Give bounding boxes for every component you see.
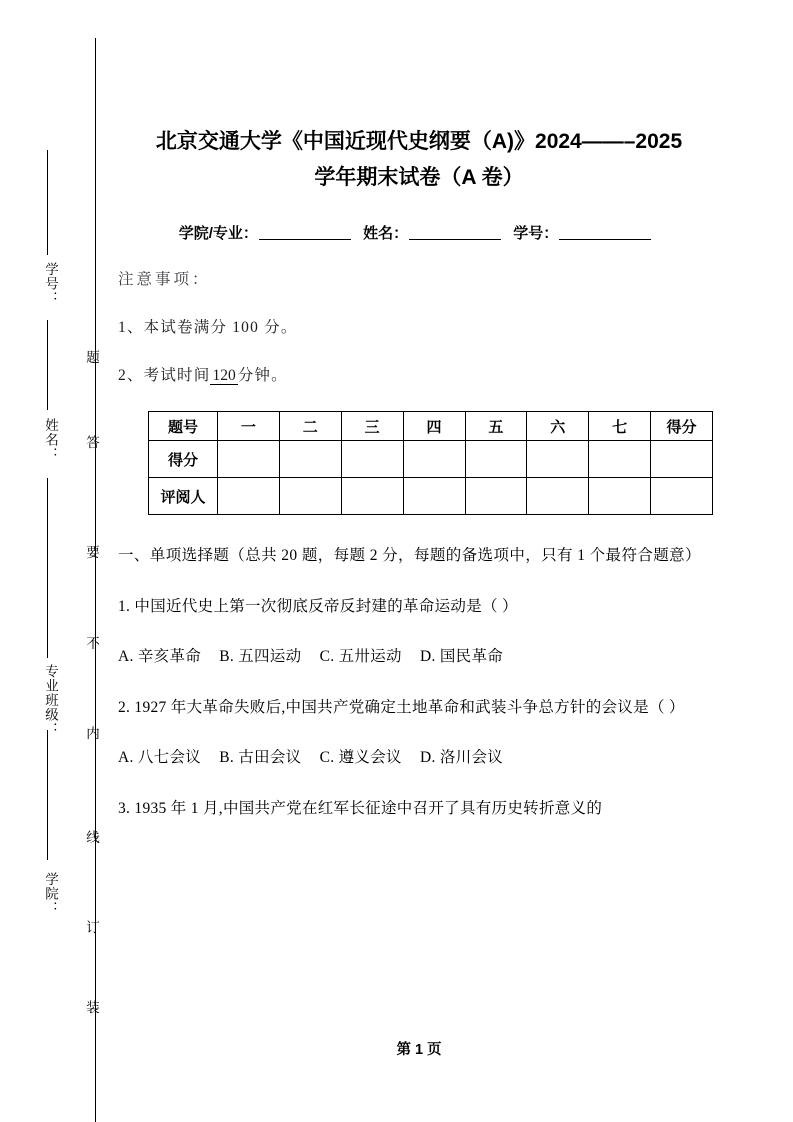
note-item-duration (118, 363, 720, 385)
note-duration-suffix: 分钟。 (237, 367, 288, 384)
question-2-option-c[interactable]: C. 遵义会议 (319, 749, 402, 766)
binding-outer-rule-segment (47, 478, 48, 658)
grader-cell[interactable] (218, 478, 280, 515)
score-table-header-2: 二 (279, 412, 341, 441)
score-cell[interactable] (589, 441, 651, 478)
grader-cell[interactable] (589, 478, 651, 515)
student-id-field (513, 222, 651, 243)
college-major-field (179, 222, 351, 243)
question-1-text: 1. 中国近代史上第一次彻底反帝反封建的革命运动是（ ） (118, 598, 518, 615)
score-row-label: 得分 (149, 441, 218, 478)
page-title (118, 0, 720, 196)
binding-margin (0, 0, 110, 1122)
question-1-option-a[interactable]: A. 辛亥革命 (118, 648, 202, 665)
name-input[interactable] (409, 239, 501, 240)
score-table (148, 411, 713, 515)
identity-fields-row (118, 222, 720, 243)
score-table-header-label: 题号 (149, 412, 218, 441)
grader-cell[interactable] (279, 478, 341, 515)
student-id-input[interactable] (559, 239, 651, 240)
binding-inner-rule (95, 38, 96, 1122)
exam-page-body (118, 0, 720, 1122)
grader-row-label: 评阅人 (149, 478, 218, 515)
score-table-header-1: 一 (218, 412, 280, 441)
table-row (149, 478, 713, 515)
binding-char-nei: 内 (84, 726, 99, 740)
question-2-text: 2. 1927 年大革命失败后,中国共产党确定土地革命和武装斗争总方针的会议是（ ） (118, 699, 685, 716)
binding-char-zhuang: 装 (84, 1000, 99, 1014)
score-cell[interactable] (218, 441, 280, 478)
binding-char-da: 答 (84, 435, 99, 449)
score-cell[interactable] (465, 441, 527, 478)
binding-outer-rule-segment (47, 730, 48, 860)
score-cell[interactable] (651, 441, 713, 478)
page-footer: 第 1 页 (396, 1042, 442, 1058)
question-1-option-d[interactable]: D. 国民革命 (420, 648, 504, 665)
binding-outer-rule-segment (47, 150, 48, 255)
grader-cell[interactable] (403, 478, 465, 515)
score-table-header-7: 七 (589, 412, 651, 441)
score-cell[interactable] (341, 441, 403, 478)
score-cell[interactable] (527, 441, 589, 478)
grader-cell[interactable] (341, 478, 403, 515)
binding-outer-rule-segment (47, 320, 48, 410)
binding-char-ti: 题 (84, 350, 99, 364)
score-table-header-4: 四 (403, 412, 465, 441)
margin-label-class: 专业班级： (43, 664, 58, 737)
margin-label-college: 学院： (43, 872, 58, 916)
name-label: 姓名： (363, 225, 409, 242)
notes-heading: 注意事项： (118, 271, 211, 288)
score-table-header-6: 六 (527, 412, 589, 441)
college-major-input[interactable] (259, 239, 351, 240)
college-major-label: 学院/专业： (178, 225, 258, 242)
table-row (149, 412, 713, 441)
score-table-header-3: 三 (341, 412, 403, 441)
note-duration-prefix: 2、考试时间 (118, 367, 211, 384)
score-cell[interactable] (403, 441, 465, 478)
score-table-header-5: 五 (465, 412, 527, 441)
score-cell[interactable] (279, 441, 341, 478)
question-1-option-c[interactable]: C. 五卅运动 (319, 648, 402, 665)
question-2-options (118, 739, 720, 776)
note-duration-value: 120 (212, 367, 236, 384)
student-id-label: 学号： (513, 225, 559, 242)
table-row (149, 441, 713, 478)
score-table-header-total: 得分 (651, 412, 713, 441)
section-heading-multiple-choice: 一、单项选择题（总共 20 题，每题 2 分，每题的备选项中，只有 1 个最符合题意） (118, 547, 701, 564)
name-field (363, 222, 501, 243)
question-2-option-a[interactable]: A. 八七会议 (118, 749, 202, 766)
exam-title-line-1: 北京交通大学《中国近现代史纲要（A)》2024——–2025 (155, 130, 683, 153)
margin-label-name: 姓名： (43, 418, 58, 462)
question-1-options (118, 638, 720, 675)
binding-char-xian: 线 (84, 830, 99, 844)
grader-cell[interactable] (465, 478, 527, 515)
question-2-option-b[interactable]: B. 古田会议 (219, 749, 302, 766)
binding-char-bu: 不 (84, 636, 99, 650)
question-1-option-b[interactable]: B. 五四运动 (219, 648, 302, 665)
question-3-text: 3. 1935 年 1 月,中国共产党在红军长征途中召开了具有历史转折意义的 (118, 800, 603, 817)
binding-char-ding: 订 (84, 920, 99, 934)
note-item-total-score: 1、本试卷满分 100 分。 (118, 319, 298, 336)
question-2-option-d[interactable]: D. 洛川会议 (420, 749, 504, 766)
margin-label-student-id: 学号： (43, 262, 58, 306)
binding-char-yao: 要 (84, 545, 99, 559)
grader-cell[interactable] (651, 478, 713, 515)
grader-cell[interactable] (527, 478, 589, 515)
exam-title-line-2: 学年期末试卷（A 卷） (314, 166, 524, 189)
